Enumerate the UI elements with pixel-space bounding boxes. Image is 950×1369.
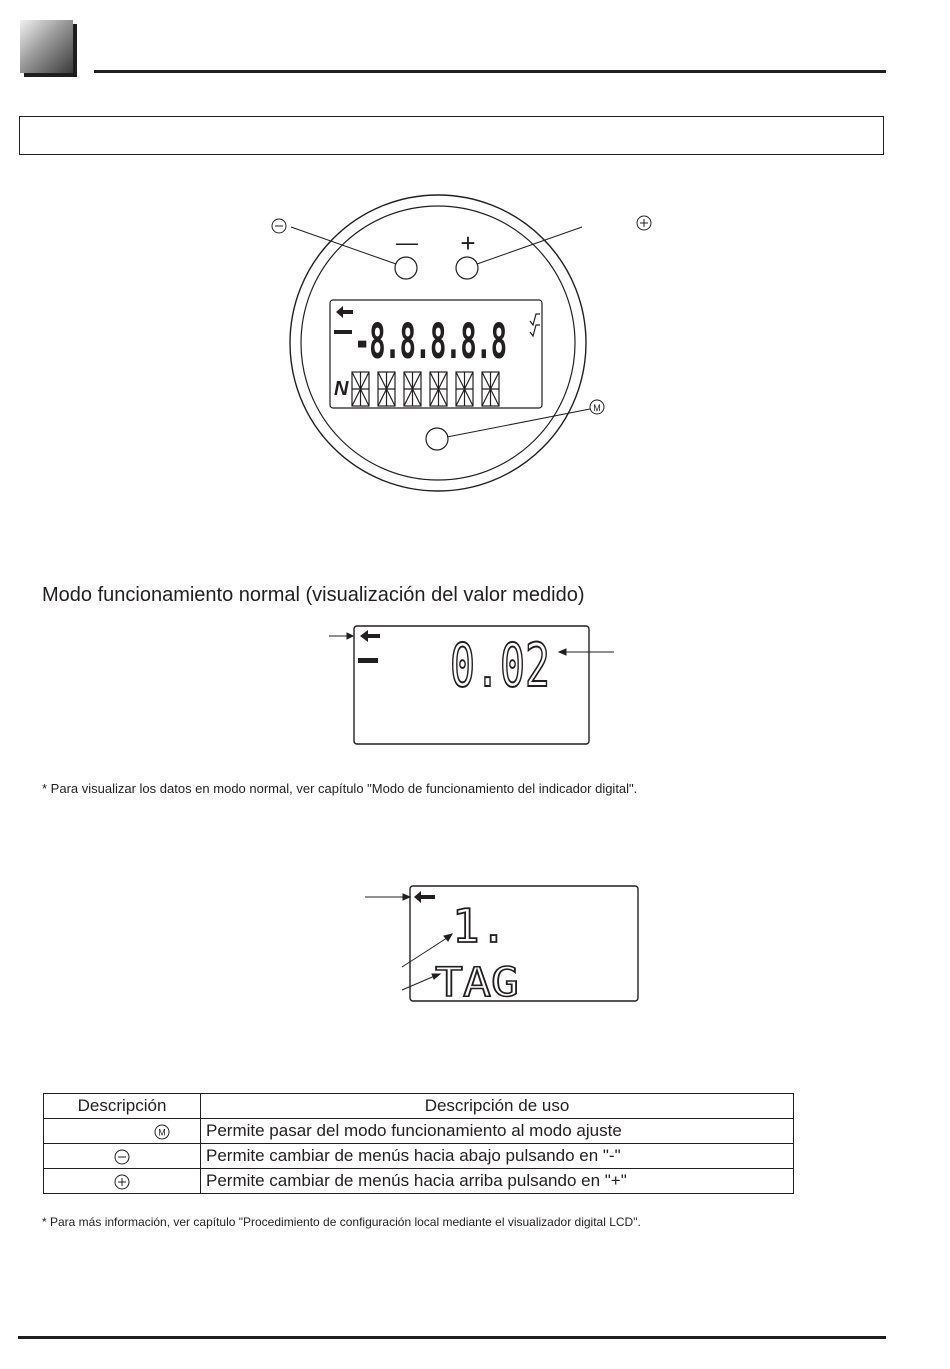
table-cell-key xyxy=(44,1144,201,1169)
table-cell-usage: Permite cambiar de menús hacia arriba pulsando en "+" xyxy=(201,1169,794,1194)
svg-text:M: M xyxy=(158,1127,166,1138)
minus-key-icon xyxy=(114,1149,130,1165)
minus-key-label: — xyxy=(396,230,418,255)
table-row xyxy=(44,1119,794,1144)
m-key-icon xyxy=(154,1124,170,1140)
setup-menu-number: 1. xyxy=(452,899,508,953)
setup-lcd-arrow-icon xyxy=(414,891,435,903)
keys-table xyxy=(43,1093,794,1194)
normal-lcd-value: 0.02 xyxy=(450,631,550,701)
table-cell-key xyxy=(44,1119,201,1144)
setup-menu-name: TAG xyxy=(435,960,519,1006)
table-cell-usage: Permite cambiar de menús hacia abajo pulsando en "-" xyxy=(201,1144,794,1169)
footer-rule xyxy=(18,1336,886,1339)
normal-mode-heading: Modo funcionamiento normal (visualización del valor medido) xyxy=(42,584,585,606)
table-row xyxy=(44,1144,794,1169)
table-row xyxy=(44,1169,794,1194)
table-cell-usage: Permite pasar del modo funcionamiento al modo ajuste xyxy=(201,1119,794,1144)
keys-table-note: * Para más información, ver capítulo "Procedimiento de configuración local mediante el visualizador digital LCD". xyxy=(42,1215,641,1229)
normal-mode-note: * Para visualizar los datos en modo normal, ver capítulo "Modo de funcionamiento del indicador digital". xyxy=(42,781,638,796)
lcd-unit-flag: N xyxy=(334,378,349,400)
table-cell-key xyxy=(44,1169,201,1194)
svg-text:M: M xyxy=(593,403,601,413)
table-header-description: Descripción xyxy=(44,1094,201,1119)
lcd-segment-digits: -8.8.8.8.8 xyxy=(354,314,506,370)
plus-key-icon xyxy=(114,1174,130,1190)
table-header-usage: Descripción de uso xyxy=(201,1094,794,1119)
table-header-row xyxy=(44,1094,794,1119)
plus-key-label: + xyxy=(460,228,476,258)
